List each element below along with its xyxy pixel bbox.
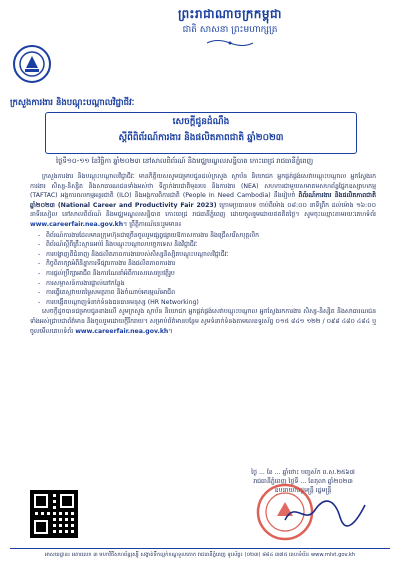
letterhead <box>0 0 400 70</box>
qr-finder-icon <box>60 494 74 508</box>
handwritten-signature-icon <box>280 495 370 531</box>
kingdom-title: ព្រះរាជាណាចក្រកម្ពុជា <box>178 7 282 21</box>
activity-list <box>30 231 376 308</box>
list-item: - ពិព័រណ៍ស្តីពីគ្រឹះស្ថានអប់រំ និងបណ្តុះបណ្តាលបច្ចេកទេស និងវិជ្ជាជីវៈ <box>30 240 376 250</box>
notice-subtitle: ស្តីពីពិព័រណ៍ការងារ និងផលិតភាពជាតិ ឆ្នាំ២០២៣ <box>118 133 284 143</box>
footer-address: អាសយដ្ឋាន៖ អគារលេខ ៣ មហាវិថីសហព័ន្ធរុស្ស៊ី សង្កាត់ទឹកល្អក់ខណ្ឌទួលគោក រាជធានីភ្នំពេញ ទូរស័ព្ទ៖ (០២៣) ៨៨៤ ៣៧៥ គេហទំព័រ៖ www.mlvt.gov.kh <box>44 552 356 558</box>
list-item: - ការផ្តល់ប្រឹក្សាអាជីព និងការណែនាំអំពីការសរសេរប្រវត្តិរូប <box>30 269 376 279</box>
divider-ornament-icon <box>205 38 255 48</box>
qr-code-icon[interactable] <box>30 490 78 538</box>
national-motto: ជាតិ សាសនា ព្រះមហាក្សត្រ <box>182 25 278 35</box>
lunar-date-line: ថ្ងៃ ... ខែ ... ឆ្នាំថោះ បញ្ចស័ក ព.ស.២៥៦៧ <box>251 469 355 476</box>
list-item: - ការបង្កើតបណ្តាញទំនាក់ទំនងធនធានមនុស្ស (HR Networking) <box>30 298 376 308</box>
list-item: - ពិព័រណ៍ការងារដែលមានក្រុមហ៊ុនជាច្រើនចូលរួមផ្សព្វផ្សាយឱកាសការងារ និងជ្រើសរើសបុគ្គលិក <box>30 231 376 241</box>
body-paragraph-2: សេចក្តីដូចបានជម្រាបជូនខាងលើ សូមក្រសួង ស្ថាប័ន និយោជក អ្នកផ្គត់ផ្គង់សេវាបណ្តុះបណ្តាល អ្នកស្វែងរកការងារ សិស្ស-និស្សិត និងសាធារណជនទាំងអស់ជ្រាបជាព័ត៌មាន និងចូលរួមដោយក្តីរីករាយ។ សម្រាប់ព័ត៌មានបន្ថែម សូមទំនាក់ទំនងតាមលេខទូរស័ព្ទ ០១៥ ៨៤១ ១២២ / ០៩៨ ៤៨០ ៤៨៤ ឬចូលមើលគេហទំព័រ www.careerfair.nea.gov.kh។ <box>30 308 376 335</box>
list-item: - កិច្ចពិភាក្សាអំពីនិន្នាការទីផ្សារការងារ និងផលិតភាពការងារ <box>30 259 376 269</box>
list-item: - ការធ្វើតេស្តវាយតម្លៃសមត្ថភាព និងចំណាប់អារម្មណ៍អាជីព <box>30 288 376 298</box>
ministry-emblem-icon <box>12 44 52 84</box>
notice-title: សេចក្តីជូនដំណឹង <box>172 117 230 127</box>
body-paragraph-1: ក្រសួងការងារ និងបណ្តុះបណ្តាលវិជ្ជាជីវៈ មានកិត្តិយសសូមជម្រាបជូនដល់ក្រសួង ស្ថាប័ន និយោជក អ្នកផ្គត់ផ្គង់សេវាបណ្តុះបណ្តាល អ្នកស្វែងរកការងារ សិស្ស-និស្សិត និងសាធារណជនទាំងអស់ថា ទីភ្នាក់ងារជាតិមុខរបរ និងការងារ (NEA) សហការជាមួយសមាគមសហព័ន្ធផ្នែកឧស្សាហកម្ម (TAFTAC) អង្គការពលកម្មអន្តរជាតិ (ILO) និងអង្គការពិការជាតិ (People In Need Cambodia) នឹងរៀបចំ ពិព័រណ៍ការងារ និងផលិតភាពជាតិ ឆ្នាំ២០២៣ (National Career and Productivity Fair 2023) ក្រោមប្រធានបទ ចាប់ពីម៉ោង ០៨:០០ នាទីព្រឹក ដល់ម៉ោង ១៦:០០ នាទីរសៀល នៅសាលពិព័រណ៍ និងមជ្ឈមណ្ឌលសន្និបាត កោះពេជ្រ រាជធានីភ្នំពេញ ដោយចូលរួមដោយឥតគិតថ្លៃ។ សូមចុះឈ្មោះតាមរយៈគេហទំព័រ www.careerfair.nea.gov.kh។ ព្រឹត្តិការណ៍នេះរួមមាន៖ <box>30 173 377 228</box>
notice-body <box>30 172 376 337</box>
info-link[interactable]: www.careerfair.nea.gov.kh <box>75 327 169 335</box>
place-date-line: រាជធានីភ្នំពេញ ថ្ងៃទី ... ខែតុលា ឆ្នាំ២០២៣ <box>253 478 353 485</box>
event-date-venue: ថ្ងៃទី១០-១១ ខែវិច្ឆិកា ឆ្នាំ២០២៣ នៅសាលពិព័រណ៍ និងមជ្ឈមណ្ឌលសន្និបាត កោះពេជ្រ រាជធានីភ្នំពេញ <box>56 157 314 165</box>
registration-link[interactable]: www.careerfair.nea.gov.kh <box>30 220 124 228</box>
signatory-role: ឧបនាយករដ្ឋមន្ត្រី រដ្ឋមន្ត្រី <box>274 487 332 494</box>
event-name: ពិព័រណ៍ការងារ និងផលិតភាពជាតិ ឆ្នាំ២០២៣ (National Career and Productivity Fair 2023) <box>30 192 376 209</box>
ministry-name: ក្រសួងការងារ និងបណ្តុះបណ្តាលវិជ្ជាជីវៈ <box>10 98 135 108</box>
list-item: - ការបង្ហាញពីជំនាញ និងផលិតភាពការងាររបស់សិស្សនិស្សិតបណ្តុះបណ្តាលវិជ្ជាជីវៈ <box>30 250 376 260</box>
notice-title-box <box>45 112 357 154</box>
qr-finder-icon <box>34 520 48 534</box>
footer-divider <box>10 548 390 549</box>
qr-finder-icon <box>34 494 48 508</box>
list-item: - ការសម្ភាសន៍ការងារផ្ទាល់នៅកន្លែង <box>30 279 376 289</box>
